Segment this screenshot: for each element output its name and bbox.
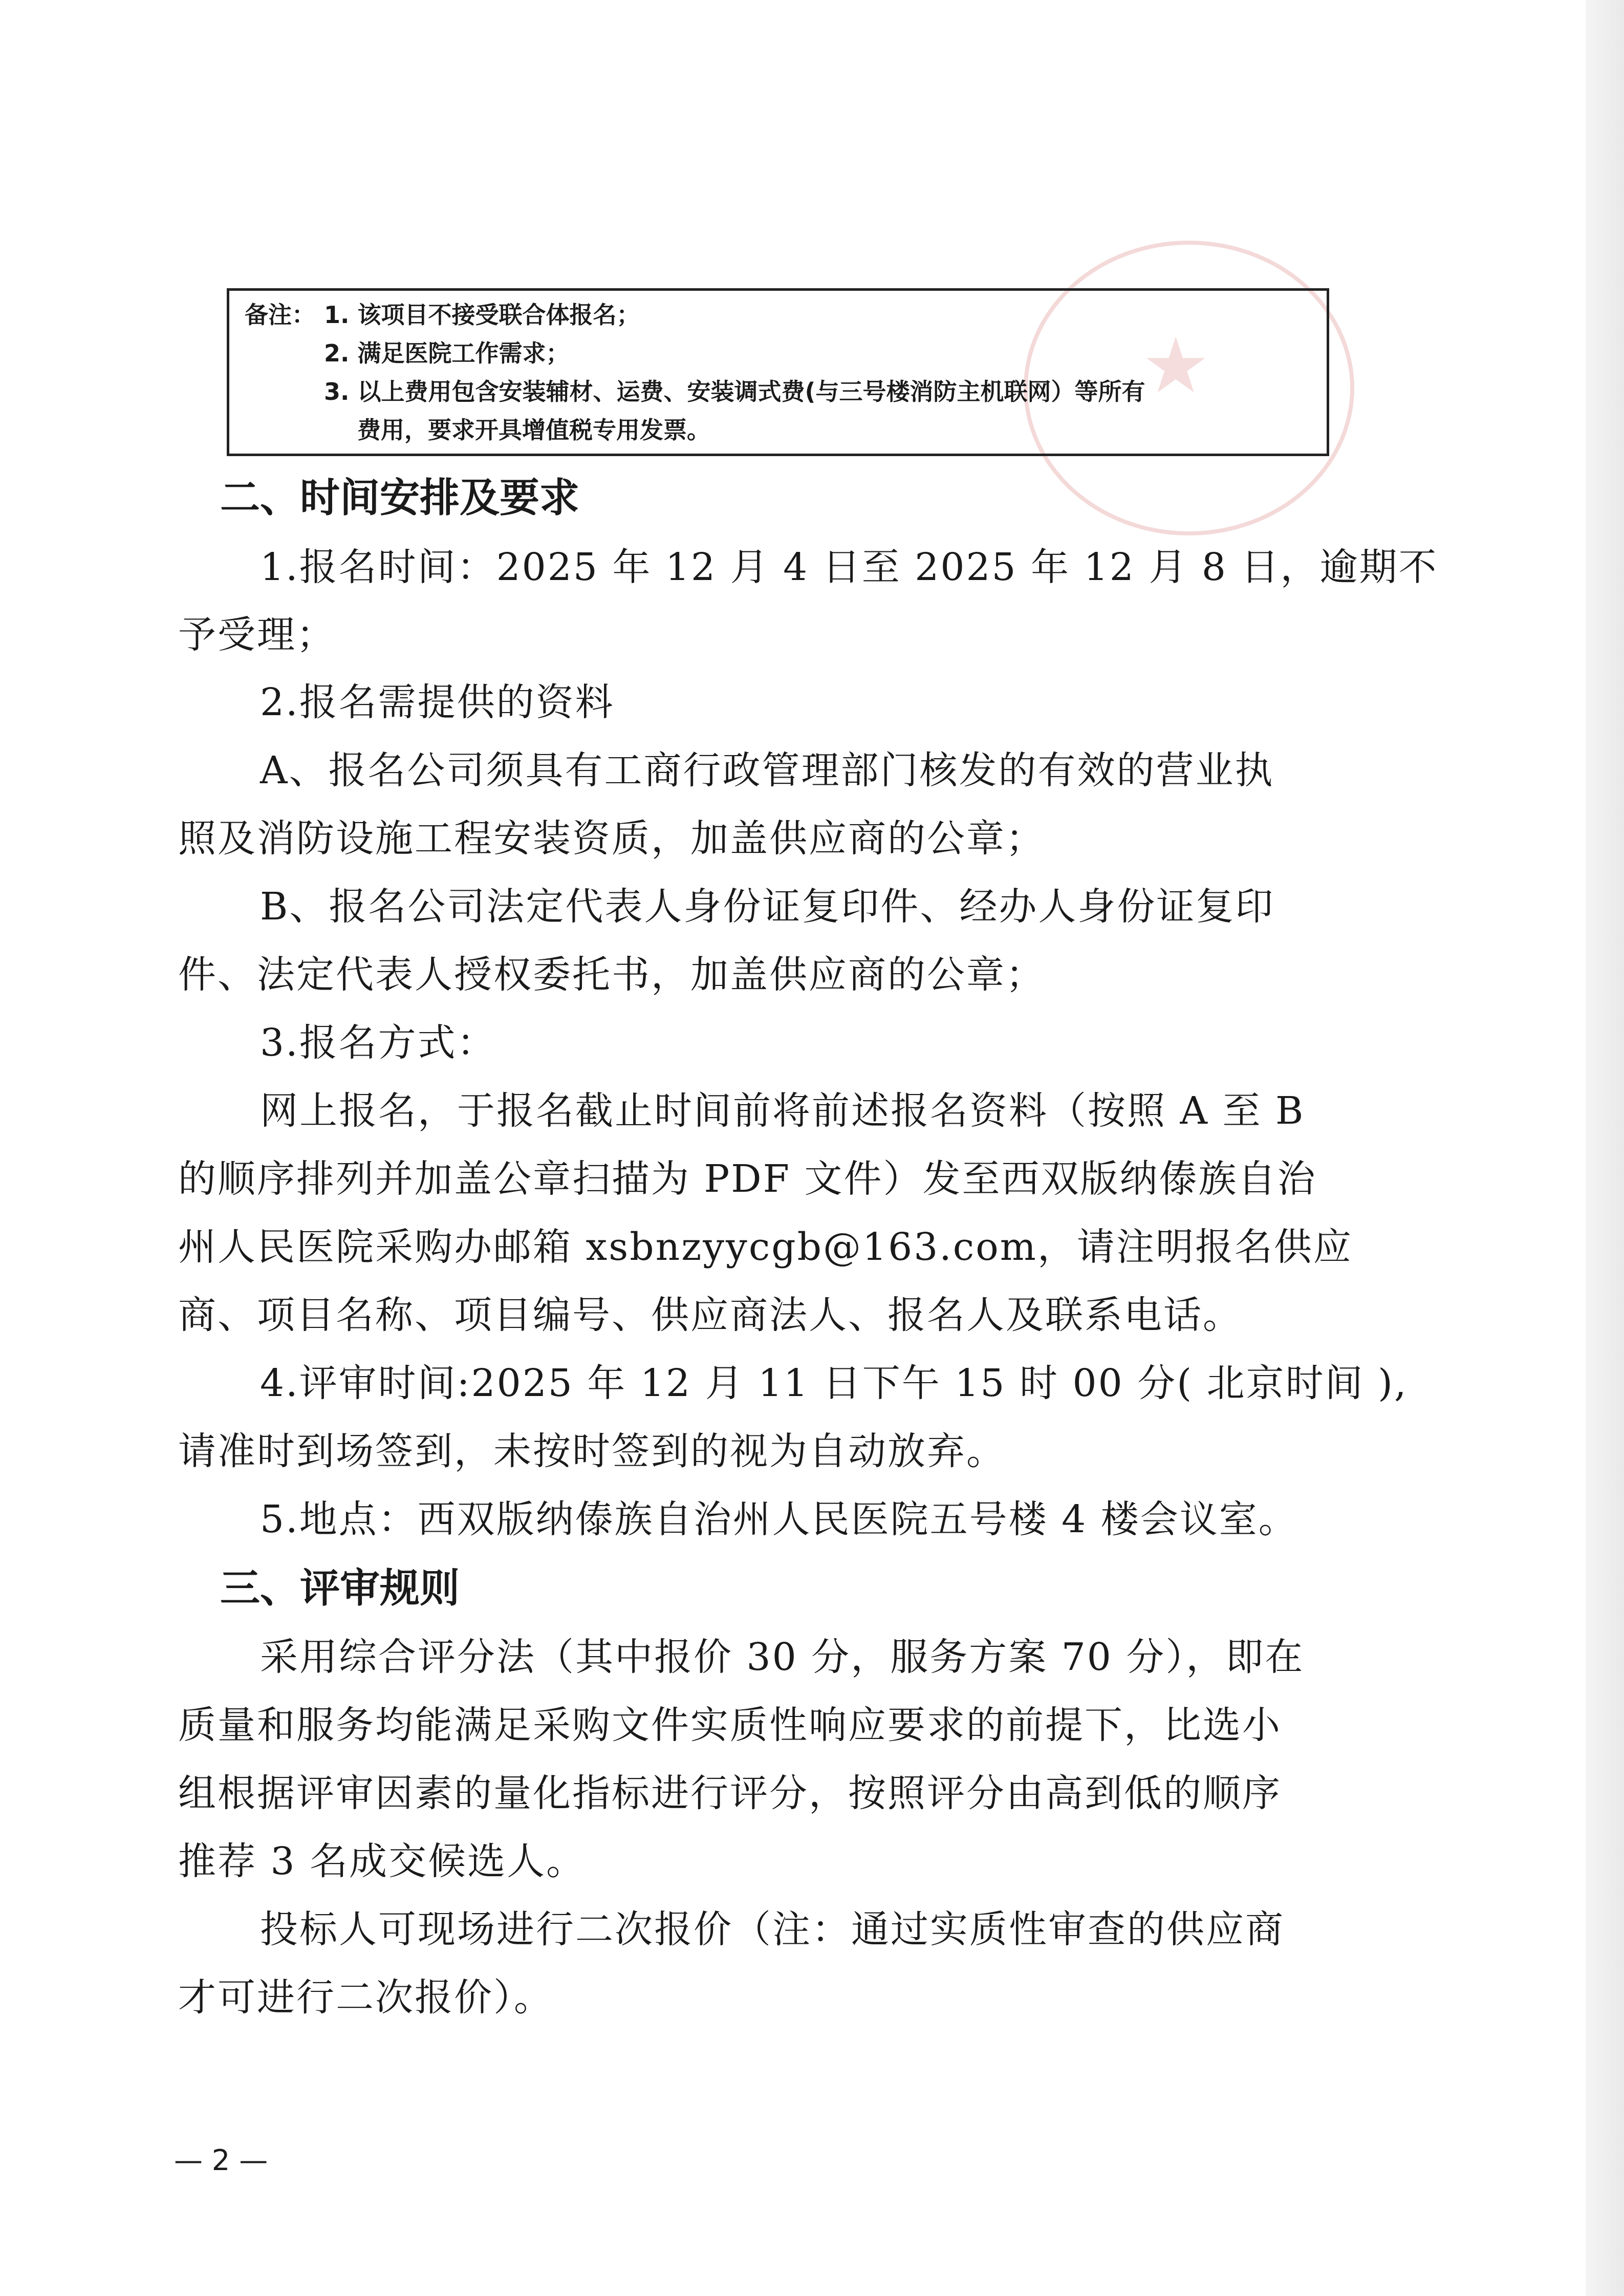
online-registration-line-1: 网上报名，于报名截止时间前将前述报名资料（按照 A 至 B [260, 1089, 1305, 1133]
review-rules-line-2: 质量和服务均能满足采购文件实质性响应要求的前提下，比选小 [178, 1703, 1282, 1747]
requirement-b-line-1: B、报名公司法定代表人身份证复印件、经办人身份证复印 [260, 885, 1275, 929]
page-number: — 2 — [174, 2144, 268, 2177]
page-edge-shadow [1586, 0, 1624, 2296]
second-quote-line-1: 投标人可现场进行二次报价（注：通过实质性审查的供应商 [260, 1907, 1285, 1951]
online-registration-line-4: 商、项目名称、项目编号、供应商法人、报名人及联系电话。 [178, 1293, 1242, 1337]
required-documents-title: 2.报名需提供的资料 [260, 680, 615, 724]
review-rules-line-1: 采用综合评分法（其中报价 30 分，服务方案 70 分），即在 [260, 1635, 1305, 1679]
online-registration-line-3: 州人民医院采购办邮箱 xsbnzyycgb@163.com，请注明报名供应 [178, 1225, 1353, 1269]
registration-time-line-1: 1.报名时间：2025 年 12 月 4 日至 2025 年 12 月 8 日，逾期不 [260, 545, 1438, 589]
seal-star-icon: ★ [1141, 321, 1210, 411]
requirement-b-line-2: 件、法定代表人授权委托书，加盖供应商的公章； [178, 953, 1045, 997]
registration-time-line-2: 予受理； [178, 613, 336, 657]
second-quote-line-2: 才可进行二次报价）。 [178, 1976, 553, 2020]
section-3-heading: 三、评审规则 [220, 1565, 460, 1612]
review-time-line-2: 请准时到场签到，未按时签到的视为自动放弃。 [178, 1429, 1006, 1473]
registration-method-title: 3.报名方式： [260, 1021, 496, 1065]
remarks-item-1: 1. 该项目不接受联合体报名； [324, 301, 640, 329]
requirement-a-line-2: 照及消防设施工程安装资质，加盖供应商的公章； [178, 817, 1045, 861]
review-rules-line-3: 组根据评审因素的量化指标进行评分，按照评分由高到低的顺序 [178, 1771, 1282, 1815]
remarks-box [227, 288, 1329, 456]
review-location: 5.地点：西双版纳傣族自治州人民医院五号楼 4 楼会议室。 [260, 1497, 1298, 1541]
remarks-item-3: 3. 以上费用包含安装辅材、运费、安装调式费(与三号楼消防主机联网）等所有 [324, 378, 1145, 405]
requirement-a-line-1: A、报名公司须具有工商行政管理部门核发的有效的营业执 [260, 748, 1274, 792]
online-registration-line-2: 的顺序排列并加盖公章扫描为 PDF 文件）发至西双版纳傣族自治 [178, 1157, 1317, 1201]
review-time-line-1: 4.评审时间:2025 年 12 月 11 日下午 15 时 00 分( 北京时间 ), [260, 1361, 1408, 1405]
remarks-item-2: 2. 满足医院工作需求； [324, 339, 570, 367]
remarks-label: 备注： [245, 301, 315, 329]
review-rules-line-4: 推荐 3 名成交候选人。 [178, 1839, 586, 1883]
remarks-item-3-continued: 费用，要求开具增值税专用发票。 [357, 416, 710, 444]
section-2-heading: 二、时间安排及要求 [220, 475, 580, 521]
